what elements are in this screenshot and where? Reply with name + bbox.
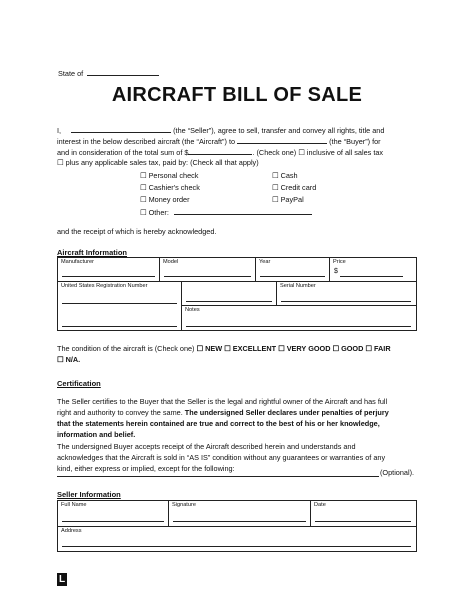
full-name-line xyxy=(62,521,164,522)
condition-text: The condition of the aircraft is (Check one) xyxy=(57,344,195,353)
seller-full-name-cell[interactable] xyxy=(58,501,169,527)
manufacturer-line xyxy=(62,276,155,277)
logo-glyph: L xyxy=(59,574,66,585)
document-title: AIRCRAFT BILL OF SALE xyxy=(111,84,363,106)
payment-cash[interactable]: ☐ Cash xyxy=(272,171,298,180)
registration-label: United States Registration Number xyxy=(61,283,148,289)
date-label: Date xyxy=(314,502,326,508)
buyer-acceptance-text: acknowledges that the Aircraft is sold in “AS IS” condition without any guarantees or warranties of any xyxy=(57,453,386,462)
payment-other[interactable] xyxy=(140,206,312,218)
payment-paypal[interactable]: ☐ PayPal xyxy=(272,195,304,204)
year-label: Year xyxy=(259,259,271,265)
registration-line-1 xyxy=(62,303,177,304)
intro-text: . (Check one) ☐ inclusive of all sales tax xyxy=(252,148,384,157)
certification-declaration: information and belief. xyxy=(57,430,136,439)
manufacturer-cell[interactable] xyxy=(58,258,160,282)
payment-other-label: ☐ Other: xyxy=(140,208,169,217)
certification-declaration: that the statements herein contained are true and correct to the best of his or her knowledge, xyxy=(57,419,380,428)
price-dollar-sign: $ xyxy=(334,268,338,275)
certification-text: right and authority to convey the same. xyxy=(57,408,183,417)
exceptions-line[interactable] xyxy=(57,476,379,477)
full-name-label: Full Name xyxy=(61,502,87,508)
total-sum-line[interactable] xyxy=(188,146,252,155)
payment-money-order[interactable]: ☐ Money order xyxy=(140,195,190,204)
intro-text: I, xyxy=(57,126,62,135)
year-line xyxy=(260,276,325,277)
intro-text: and in consideration of the total sum of $ xyxy=(57,148,189,157)
seller-name-line[interactable] xyxy=(71,124,171,133)
state-field xyxy=(58,67,159,79)
blank-cell-line xyxy=(186,301,272,302)
payment-credit-card[interactable]: ☐ Credit card xyxy=(272,183,317,192)
aircraft-info-table xyxy=(57,257,417,331)
registration-cell[interactable] xyxy=(58,282,182,331)
logo-icon xyxy=(57,573,67,586)
blank-cell[interactable] xyxy=(182,282,277,306)
signature-line xyxy=(173,521,306,522)
intro-line-4: ☐ plus any applicable sales tax, paid by: (Check all that apply) xyxy=(57,158,259,167)
notes-cell[interactable] xyxy=(182,306,417,331)
address-label: Address xyxy=(61,528,82,534)
buyer-acceptance-text: kind, either express or implied, except for the following: xyxy=(57,464,235,473)
model-cell[interactable] xyxy=(160,258,256,282)
certification-text xyxy=(57,407,389,418)
seller-info-heading: Seller Information xyxy=(57,490,121,499)
intro-text: interest in the below described aircraft (the “Aircraft”) to xyxy=(57,137,236,146)
certification-declaration: The undersigned Seller declares under penalties of perjury xyxy=(184,408,389,417)
condition-na[interactable]: ☐ N/A. xyxy=(57,355,81,364)
date-line xyxy=(315,521,411,522)
price-cell[interactable] xyxy=(330,258,417,282)
payment-personal-check[interactable]: ☐ Personal check xyxy=(140,171,199,180)
certification-text: The Seller certifies to the Buyer that the Seller is the legal and rightful owner of the Aircraft and has full xyxy=(57,397,388,406)
intro-text: (the “Seller”), agree to sell, transfer and convey all rights, title and xyxy=(173,126,385,135)
intro-text: (the “Buyer”) for xyxy=(329,137,381,146)
aircraft-info-heading: Aircraft Information xyxy=(57,248,128,257)
optional-label: (Optional). xyxy=(380,468,415,477)
address-line xyxy=(62,546,411,547)
serial-number-cell[interactable] xyxy=(277,282,417,306)
seller-date-cell[interactable] xyxy=(311,501,417,527)
buyer-name-line[interactable] xyxy=(237,135,327,144)
certification-heading: Certification xyxy=(57,379,101,388)
model-line xyxy=(164,276,251,277)
state-label: State of xyxy=(58,69,84,78)
price-label: Price xyxy=(333,259,346,265)
notes-line xyxy=(186,326,411,327)
seller-info-table xyxy=(57,500,417,552)
registration-line-2 xyxy=(62,326,177,327)
model-label: Model xyxy=(163,259,179,265)
serial-number-line xyxy=(281,301,411,302)
notes-label: Notes xyxy=(185,307,200,313)
payment-cashiers-check[interactable]: ☐ Cashier's check xyxy=(140,183,200,192)
payment-other-line[interactable] xyxy=(174,206,312,215)
seller-address-cell[interactable] xyxy=(58,527,417,552)
seller-signature-cell[interactable] xyxy=(169,501,311,527)
signature-label: Signature xyxy=(172,502,196,508)
manufacturer-label: Manufacturer xyxy=(61,259,94,265)
price-line xyxy=(340,276,403,277)
receipt-text: and the receipt of which is hereby acknowledged. xyxy=(57,227,217,236)
condition-options[interactable]: ☐ NEW ☐ EXCELLENT ☐ VERY GOOD ☐ GOOD ☐ FAIR xyxy=(196,344,391,353)
condition-line-1 xyxy=(57,343,391,354)
state-input-line[interactable] xyxy=(87,67,159,76)
serial-number-label: Serial Number xyxy=(280,283,316,289)
buyer-acceptance-text: The undersigned Buyer accepts receipt of the Aircraft described herein and understands and xyxy=(57,442,356,451)
year-cell[interactable] xyxy=(256,258,330,282)
